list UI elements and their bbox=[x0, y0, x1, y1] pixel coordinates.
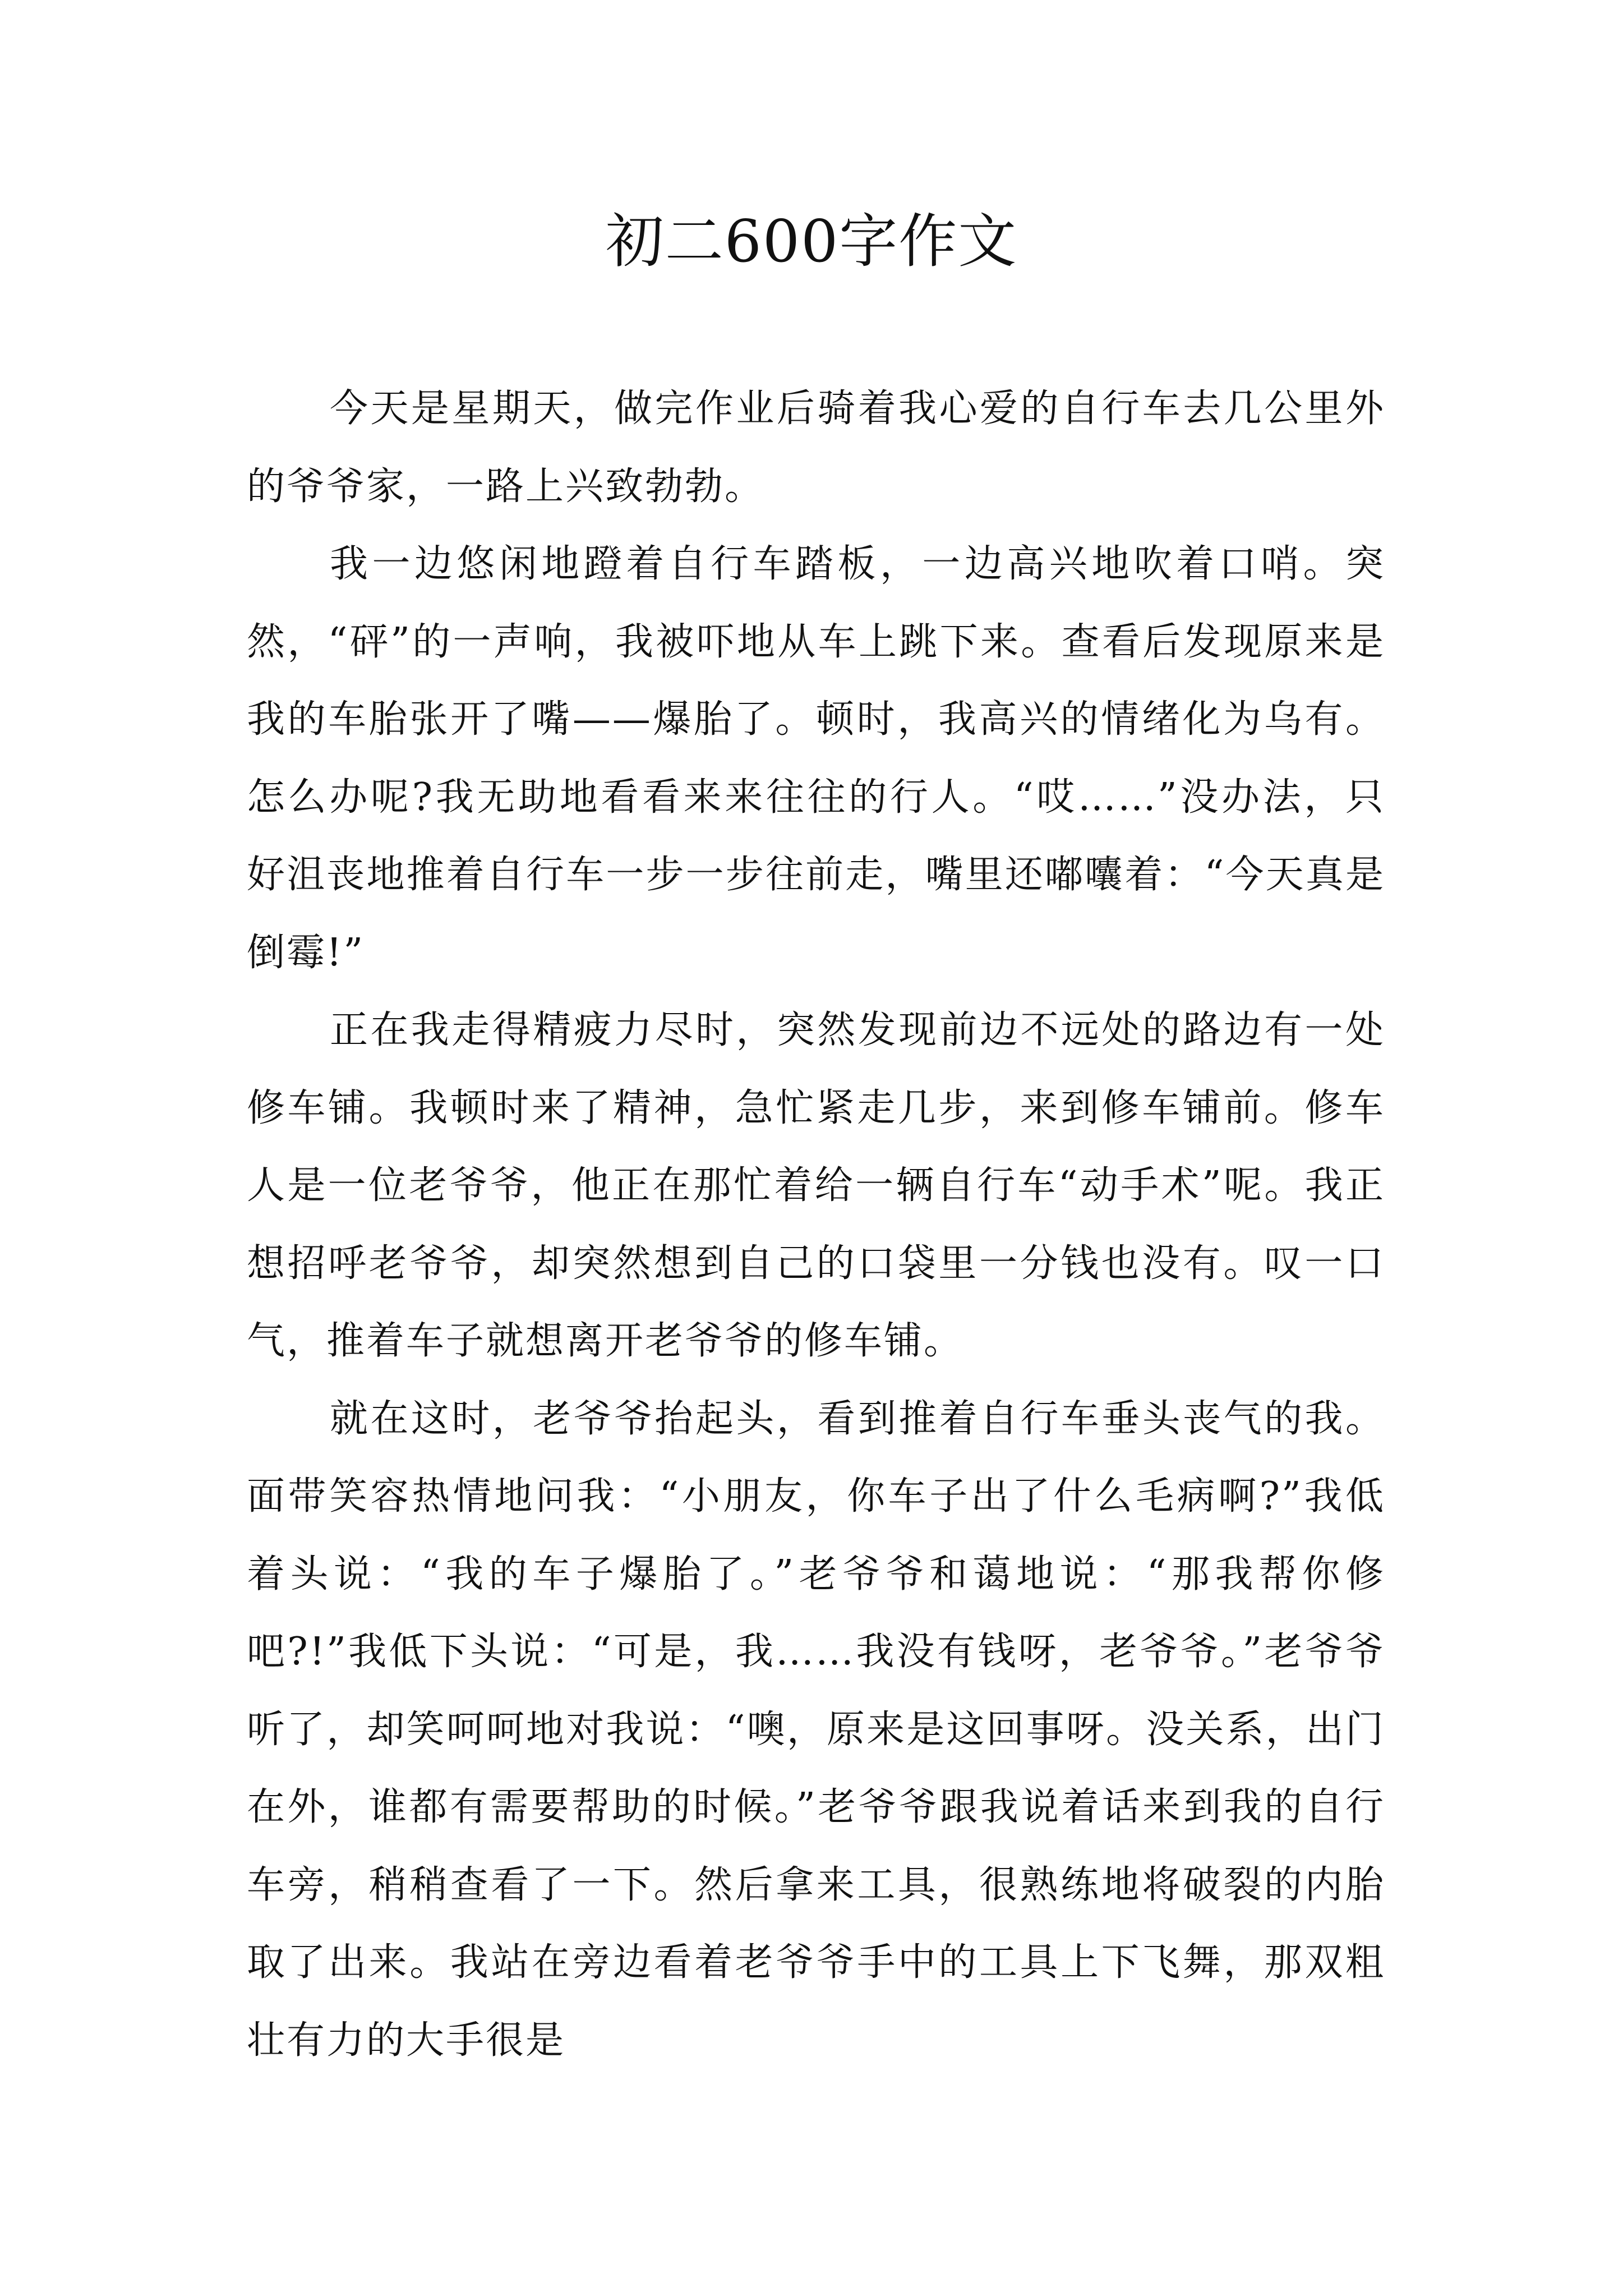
paragraph-4: 就在这时，老爷爷抬起头，看到推着自行车垂头丧气的我。面带笑容热情地问我：“小朋友，你车子出了什么毛病啊?”我低着头说：“我的车子爆胎了。”老爷爷和蔼地说：“那我帮你修吧?!”我低下头说：“可是，我……我没有钱呀，老爷爷。”老爷爷听了，却笑呵呵地对我说：“噢，原来是这回事呀。没关系，出门在外，谁都有需要帮助的时候。”老爷爷跟我说着话来到我的自行车旁，稍稍查看了一下。然后拿来工具，很熟练地将破裂的内胎取了出来。我站在旁边看着老爷爷手中的工具上下飞舞，那双粗壮有力的大手很是 bbox=[247, 1396, 1385, 2063]
document-title: 初二600字作文 bbox=[605, 207, 1018, 275]
paragraph-1: 今天是星期天，做完作业后骑着我心爱的自行车去几公里外的爷爷家，一路上兴致勃勃。 bbox=[247, 386, 1385, 509]
paragraph-3: 正在我走得精疲力尽时，突然发现前边不远处的路边有一处修车铺。我顿时来了精神，急忙紧走几步，来到修车铺前。修车人是一位老爷爷，他正在那忙着给一辆自行车“动手术”呢。我正想招呼老爷爷，却突然想到自己的口袋里一分钱也没有。叹一口气，推着车子就想离开老爷爷的修车铺。 bbox=[247, 1008, 1385, 1363]
document-body bbox=[247, 370, 1385, 2079]
paragraph-2: 我一边悠闲地蹬着自行车踏板，一边高兴地吹着口哨。突然，“砰”的一声响，我被吓地从车上跳下来。查看后发现原来是我的车胎张开了嘴——爆胎了。顿时，我高兴的情绪化为乌有。怎么办呢?我无助地看看来来往往的行人。“哎……”没办法，只好沮丧地推着自行车一步一步往前走，嘴里还嘟囔着：“今天真是倒霉!” bbox=[247, 542, 1385, 975]
